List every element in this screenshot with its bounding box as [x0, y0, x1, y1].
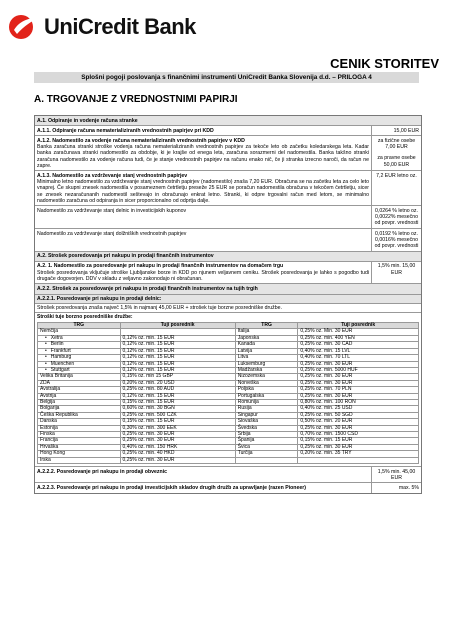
table-cell: 0,12% oz. min. 15 EUR — [120, 361, 235, 367]
table-cell: Romunija — [235, 399, 298, 405]
table-cell: 0,25% oz. min. 40 HKD — [120, 451, 235, 457]
table-cell: ZDA — [38, 380, 121, 386]
table-cell: Litva — [235, 355, 298, 361]
table-cell: 0,25% oz. min. 30 EUR — [298, 425, 419, 431]
table-cell: 0,25% oz. min. 30 EUR — [298, 380, 419, 386]
table-cell: Slovaška — [235, 419, 298, 425]
table-cell: Velika Britanija — [38, 374, 121, 380]
table-cell: 0,25% oz. min. 30 EUR — [120, 431, 235, 437]
table-cell: 0,25% oz. min. 50 SGD — [298, 412, 419, 418]
table-cell: 0,15% oz. min. 15 EUR — [120, 419, 235, 425]
table-cell: 0,12% oz. min. 15 EUR — [120, 393, 235, 399]
table-cell: 0,60% oz. min. 30 BGN — [120, 406, 235, 412]
table-cell: Nizozemska — [235, 374, 298, 380]
row-a13-bonds: Nadomestilo za vzdrževanje stanj dolžniških vrednostnih papirjev 0,0192 % letno oz. 0,0016% mesečno od povpr. vrednosti — [35, 228, 421, 251]
table-cell: 0,15% oz. min. 15 EUR — [120, 399, 235, 405]
table-cell: 0,12% oz. min. 15 EUR — [120, 355, 235, 361]
section-a1-header: A.1. Odpiranje in vodenje računa stranke — [35, 116, 421, 125]
table-cell: 0,25% oz. min. 30 EUR — [120, 438, 235, 444]
table-cell: 0,40% oz. min. 150 HRK — [120, 444, 235, 450]
table-cell: • Muenchen — [38, 361, 121, 367]
table-cell: Italija — [235, 329, 298, 335]
table-cell: 0,12% oz. min. 15 EUR — [120, 342, 235, 348]
section-a2-header: A.2. Strošek posredovanja pri nakupu in prodaji finančnih instrumentov — [35, 251, 421, 261]
row-a13-shares: Nadomestilo za vzdrževanje stanj delnic in investicijskih kuponov 0,0264 % letno oz. 0,0022% mesečno od povpr. vrednosti — [35, 205, 421, 228]
table-cell: 0,25% oz. min. 5000 HUF — [298, 367, 419, 373]
table-cell: Madžarska — [235, 367, 298, 373]
table-cell: 0,20% oz. min. 20 USD — [120, 380, 235, 386]
table-cell: Kanada — [235, 342, 298, 348]
table-cell: • Stuttgart — [38, 367, 121, 373]
table-cell: Francija — [38, 438, 121, 444]
section-heading: A. TRGOVANJE Z VREDNOSTNIMI PAPIRJI — [34, 94, 238, 105]
table-cell: 0,40% oz. min. 15 LVL — [298, 348, 419, 354]
table-cell: Latvija — [235, 348, 298, 354]
row-a222: A.2.2.2. Posredovanje pri nakupu in prodaji obveznic 1,5% min. 45,00 EUR — [35, 466, 421, 482]
table-cell: Poljska — [235, 387, 298, 393]
table-cell: Hrvaška — [38, 444, 121, 450]
table-cell: 0,25% oz. min. 30 EUR — [120, 457, 235, 463]
document-title: CENIK STORITEV — [330, 56, 439, 71]
table-cell: Belgija — [38, 399, 121, 405]
table-cell: 0,12% oz. min. 15 EUR — [120, 335, 235, 341]
table-cell: Nemčija — [38, 329, 121, 335]
table-cell: 0,25% oz. min. 500 CZK — [120, 412, 235, 418]
table-cell: 0,15% oz. min 15 GBP — [120, 374, 235, 380]
table-cell: 0,15% oz. min. 15 EUR — [298, 438, 419, 444]
table-cell: Singapur — [235, 412, 298, 418]
table-cell: 0,25% oz. min. 400 YEN — [298, 335, 419, 341]
table-cell: 0,25% oz. Min. 30 EUR — [298, 329, 419, 335]
table-cell: Luksemburg — [235, 361, 298, 367]
table-cell: Hong Kong — [38, 451, 121, 457]
table-cell: • Berlin — [38, 342, 121, 348]
table-cell: Španija — [235, 438, 298, 444]
row-a13: A.1.3. Nadomestilo za vzdrževanje stanj vrednostnih papirjev Minimalno letno nadomestilo za vzdrževanje stanj vrednostnih papirjev (nadomestilo) znaša 7,20 EUR. Obračuna se na začetku leta za celo leto vnaprej. Če skupni znesek nadomestila v posameznem četrtletju preseže 25 EUR se poračun nadomestila obračuna v tekočem četrtletju, sicer se znesek nezaračunanih nadomestil seštevajo in obračunajo enkrat letno. Stranki, ki odpre trgovalni račun med letom, se minimalno nadomestilo zaračuna od odpiranja in sicer proporcionalno od odprtja dalje. 7,2 EUR letno oz. — [35, 170, 421, 205]
table-cell: Švica — [235, 444, 298, 450]
row-a21: A.2. 1. Nadomestilo za posredovanje pri nakupu in prodaji finančnih instrumentov na domačem trgu Strošek posredovanja vključuje stroške Ljubljanske borze in KDD po njunem veljavnem ceniku. Strošek posredovanja je lahko s pogodbo tudi drugače dogovorjen. DDV v skladu z veljavno zakonodajo ni obračunan. 1,5% min. 15,00 EUR — [35, 261, 421, 284]
table-cell: • Frankfurt — [38, 348, 121, 354]
table-cell — [235, 457, 298, 463]
foreign-broker-table — [37, 322, 419, 464]
table-cell: 0,25% oz. min. 30 EUR — [298, 374, 419, 380]
table-cell: Srbija — [235, 431, 298, 437]
table-row — [38, 457, 419, 463]
table-cell: 0,25% oz. min. 80 AUD — [120, 387, 235, 393]
table-header: TRG — [38, 323, 121, 329]
price-table — [34, 115, 422, 494]
row-a22: A.2.2. Strošek za posredovanje pri nakupu in prodaji finančnih instrumentov na tujih trgih — [35, 283, 421, 293]
table-cell: • Hamburg — [38, 355, 121, 361]
row-a223: A.2.2.3. Posredovanje pri nakupu in prodaji investicijskih skladov drugih družb za upravljanje (razen Pioneer) max. 5% — [35, 482, 421, 492]
table-cell: Danska — [38, 419, 121, 425]
table-cell: 0,12% oz. min. 15 EUR — [120, 348, 235, 354]
row-a221: A.2.2.1. Posredovanje pri nakupu in prodaji delnic: Strošek posredovanja znaša največ 1,5% in najmanj 45,00 EUR + strošek tuje borzne posredniške družbe. Stroški tuje borzno posredniške družbe: TRG Tuji posrednik TRG Tuji posrednik Nemčija Italija 0,25% oz. Min. 30 EUR • Xetra 0,12% oz. min. 15 EUR Japonska 0,25% oz. min. 400 YEN • Berlin 0,12% oz. min. 15 EUR Kanada 0,25% oz. min. 30 CAD • Frankfurt 0,12% oz. min. 15 EUR Latvija 0,40% oz. min. 15 LVL • Hamburg 0,12% oz. min. 15 EUR Litva 0,40% oz. min. 70 LTL • Muenchen 0,12% oz. min. 15 EUR Luksemburg 0,25% oz. min. 30 EUR • Stuttgart 0,12% oz. min. 15 EUR Madžarska 0,25% oz. min. 5000 HUF Velika Britanija 0,15% oz. min 15 GBP Nizozemska 0,25% oz. min. 30 EUR ZDA 0,20% oz. min. 20 USD Norveška 0,25% oz. min. 30 EUR Avstralija 0,25% oz. min. 80 AUD Poljska 0,25% oz. min. 70 PLN Avstrija 0,12% oz. min. 15 EUR Portugalska 0,25% oz. min. 30 EUR Belgija 0,15% oz. min. 15 EUR Romunija 0,80% oz. min. 100 RON Bolgarija 0,60% oz. min. 30 BGN Rusija 0,40% oz. min. 25 USD Češka Republika 0,25% oz. min. 500 CZK Singapur 0,25% oz. min. 50 SGD Danska 0,15% oz. min. 15 EUR Slovaška 0,50% oz. min. 20 EUR Estonija 0,30% oz. min. 300 EEK Švedska 0,25% oz. min. 30 EUR Finska 0,25% oz. min. 30 EUR Srbija 0,70% oz. min. 1500 CSD Francija 0,25% oz. min. 30 EUR Španija 0,15% oz. min. 15 EUR Hrvaška 0,40% oz. min. 150 HRK Švica 0,25% oz. min. 30 EUR Hong Kong 0,25% oz. min. 40 HKD Turčija 0,20% oz. min. 35 TRY Irska 0,25% oz. min. 30 EUR — [35, 294, 421, 466]
table-cell: 0,25% oz. min. 30 EUR — [298, 393, 419, 399]
table-cell: 0,25% oz. min. 70 PLN — [298, 387, 419, 393]
table-cell: Češka Republika — [38, 412, 121, 418]
table-cell: Avstrija — [38, 393, 121, 399]
table-cell: Irska — [38, 457, 121, 463]
table-cell: 0,25% oz. min. 30 CAD — [298, 342, 419, 348]
table-cell: 0,25% oz. min. 30 EUR — [298, 361, 419, 367]
table-cell: Bolgarija — [38, 406, 121, 412]
table-cell: 0,30% oz. min. 300 EEK — [120, 425, 235, 431]
brand-name: UniCredit Bank — [44, 14, 196, 39]
table-cell: Portugalska — [235, 393, 298, 399]
table-cell: 0,50% oz. min. 20 EUR — [298, 419, 419, 425]
table-cell — [298, 457, 419, 463]
table-cell: • Xetra — [38, 335, 121, 341]
table-cell: Rusija — [235, 406, 298, 412]
table-header: Tuji posrednik — [120, 323, 235, 329]
table-header: Tuji posrednik — [298, 323, 419, 329]
table-cell: 0,70% oz. min. 1500 CSD — [298, 431, 419, 437]
table-cell: Estonija — [38, 425, 121, 431]
header-band: Splošni pogoji poslovanja s finančnimi instrumenti UniCredit Banka Slovenija d.d. – PRILOGA 4 — [34, 72, 419, 83]
table-cell: 0,12% oz. min. 15 EUR — [120, 367, 235, 373]
row-a12: A.1.2. Nadomestilo za vodenje računa nematerializiranih vrednostnih papirjev v KDD Banka zaračuna stranki stroške vodenja računa nematerializiranih vrednostnih papirjev za tekoče leto ob začetku koledarskega leta. Kadar banka zaračunava stranki nadomestilo za obdobje, ki je krajše od enega leta, zaračuna sorazmerni del nadomestila. Banka takšno stranki zaračuna nadomestilo za vodenje računa tudi, če je stanje vrednostnih papirjev na računu enako nič, če ji stranka izrecno naroči, da račun ne zapre. za fizične osebe 7,00 EUR za pravne osebe 50,00 EUR — [35, 135, 421, 170]
row-a11: A.1.1. Odpiranje računa nematerializiranih vrednostnih papirjev pri KDD 15,00 EUR — [35, 125, 421, 135]
table-cell: 0,25% oz. min. 30 EUR — [298, 444, 419, 450]
table-cell: 0,20% oz. min. 35 TRY — [298, 451, 419, 457]
table-cell: Finska — [38, 431, 121, 437]
table-cell: Avstralija — [38, 387, 121, 393]
table-cell: Turčija — [235, 451, 298, 457]
table-header: TRG — [235, 323, 298, 329]
brand-logo — [8, 14, 196, 40]
table-cell: Norveška — [235, 380, 298, 386]
table-cell: Japonska — [235, 335, 298, 341]
table-cell: 0,40% oz. min. 25 USD — [298, 406, 419, 412]
table-cell: Švedska — [235, 425, 298, 431]
unicredit-logo-icon — [8, 14, 42, 40]
table-cell: 0,40% oz. min. 70 LTL — [298, 355, 419, 361]
table-cell: 0,80% oz. min. 100 RON — [298, 399, 419, 405]
